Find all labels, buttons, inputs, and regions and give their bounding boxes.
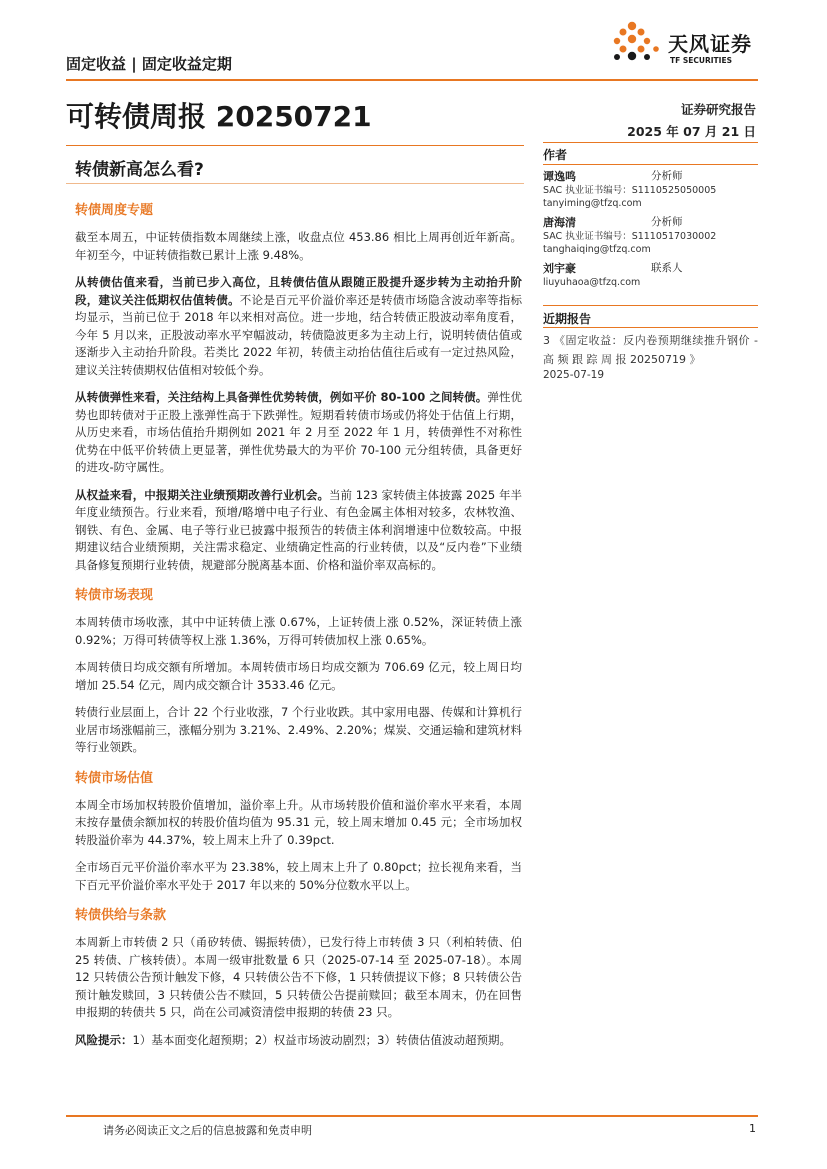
footer-divider xyxy=(66,1115,758,1117)
paragraph: 本周转债日均成交额有所增加。本周转债市场日均成交额为 706.69 亿元，较上周日均增加 25.54 亿元，周内成交额合计 3533.46 亿元。 xyxy=(75,660,522,692)
header-divider xyxy=(66,79,758,81)
paragraph: 本周转债市场收涨，其中中证转债上涨 0.67%，上证转债上涨 0.52%，深证转债上涨 0.92%；万得可转债等权上涨 1.36%，万得可转债加权上涨 0.65%。 xyxy=(75,615,522,647)
company-logo xyxy=(612,20,762,70)
author-card xyxy=(543,260,758,289)
section-market-valuation xyxy=(75,767,522,895)
recent-report-date: 2025-07-19 xyxy=(543,369,605,381)
report-date: 2025 年 07 月 21 日 xyxy=(627,124,756,139)
paragraph: 转债行业层面上，合计 22 个行业收涨，7 个行业收跌。其中家用电器、传媒和计算机行业居市场涨幅前三，涨幅分别为 3.21%、2.49%、2.20%；煤炭、交通运输和建筑材料等行业领跌。 xyxy=(75,705,522,754)
author-sac: SAC 执业证书编号：S1110517030002 xyxy=(543,231,717,242)
paragraph: 全市场百元平价溢价率水平为 23.38%，较上周末上升了 0.80pct；拉长视角来看，当下百元平价溢价率水平处于 2017 年以来的 50%分位数水平以上。 xyxy=(75,860,522,892)
recent-heading: 近期报告 xyxy=(543,312,592,326)
authors-heading: 作者 xyxy=(543,148,568,162)
author-role: 联系人 xyxy=(651,262,683,274)
report-title: 可转债周报 20250721 xyxy=(66,100,372,133)
paragraph: 本周新上市转债 2 只（甬矽转债、锡振转债），已发行待上市转债 3 只（利柏转债、伯 25 转债、广核转债）。本周一级审批数量 6 只（2025-07-14 至 2025-07-18）。本周 12 只转债公告预计触发下修，4 只转债公告不下修，1 只转债提议下修；8 只转债公告预计触发赎回，3 只转债公告不赎回，5 只转债公告提前赎回；截至本周末，仍在回售申报期的转债共 5 只，尚在公司减资清偿申报期的转债 23 只。 xyxy=(75,935,522,1019)
page-number: 1 xyxy=(749,1122,756,1135)
section-heading: 转债周度专题 xyxy=(75,203,154,218)
author-name: 刘宇豪 xyxy=(543,262,576,275)
author-name: 谭逸鸣 xyxy=(543,170,576,183)
recent-report-item[interactable] xyxy=(543,331,758,381)
section-heading: 转债供给与条款 xyxy=(75,908,167,923)
author-card xyxy=(543,168,758,210)
subtitle-divider xyxy=(66,183,524,184)
author-role: 分析师 xyxy=(651,170,683,182)
section-heading: 转债市场表现 xyxy=(75,588,154,603)
logo-text-cn: 天风证券 xyxy=(668,32,752,56)
recent-report-title[interactable]: 3 《固定收益：反内卷预期继续推升钢价 - 高 频 跟 踪 周 报 20250719 》 xyxy=(543,334,758,366)
recent-top-divider xyxy=(543,305,758,306)
paragraph: 截至本周五，中证转债指数本周継续上涨，收盘点位 453.86 相比上周再创近年新高。年初至今，中证转债指数已累计上涨 9.48%。 xyxy=(75,230,522,262)
author-sac: SAC 执业证书编号：S1110525050005 xyxy=(543,185,717,196)
author-name: 唐海清 xyxy=(543,216,576,229)
footer-disclaimer[interactable]: 请务必阅读正文之后的信息披露和免责申明 xyxy=(103,1124,312,1137)
main-content xyxy=(75,199,522,1059)
report-type: 证券研究报告 xyxy=(680,102,756,117)
paragraph: 从权益来看，中报期关注业绩预期改善行业机会。当前 123 家转债主体披露 2025 年半年度业绩预告。行业来看，预增/略增中电子行业、有色金属主体相对较多，农林牧渔、钢铁、有色、金属、电子等行业已披露中报预告的转债主体利润增速中位数较高。中报期建议结合业绩预期，关注需求稳定、业绩确定性高的行业转债，以及“反内卷”下业绩具备修复预期行业转债，规避部分脱离基本面、价格和溢价率双高标的。 xyxy=(75,487,522,572)
author-email[interactable]: liuyuhaoa@tfzq.com xyxy=(543,277,641,288)
section-market-performance xyxy=(75,584,522,757)
sidebar-top-divider xyxy=(543,142,758,143)
author-email[interactable]: tanyiming@tfzq.com xyxy=(543,198,642,209)
author-card xyxy=(543,214,758,256)
paragraph: 从转债估值来看，当前已步入高位，且转债估值从跟随正股提升逐步转为主动抬升阶段，建议关注低期权估值转债。不论是百元平价溢价率还是转债市场隐含波动率等指标均显示，当前已位于 2018 年以来相对高位。进一步地，结合转债正股波动率角度看，今年 5 月以来，正股波动率水平窄幅波动，转债隐波更多为主动上行，说明转债估值或逐渐步入主动抬升阶段。若类比 2022 年初，转债主动抬估值往后或有一定过热风险，建议关注转债期权估值相对较低个券。 xyxy=(75,275,523,377)
logo-text-en: TF SECURITIES xyxy=(670,56,732,65)
report-subtitle: 转债新高怎么看? xyxy=(75,160,204,180)
paragraph: 从转债弹性来看，关注结构上具备弹性优势转债，例如平价 80-100 之间转债。弹性优势也即转债对于正股上涨弹性高于下跌弹性。短期看转债市场或仍将处于估值上行期，从历史来看，市场估值抬升期例如 2021 年 2 月至 2022 年 1 月，转债弹性不对称性优势在中低平价转债上更显著，弹性优势最大的为平价 70-100 元分组转债，具备更好的进攻-防守属性。 xyxy=(75,390,522,474)
section-supply-terms xyxy=(75,904,522,1049)
authors-divider xyxy=(543,164,758,165)
section-weekly-topic xyxy=(75,199,522,574)
section-heading: 转债市场估值 xyxy=(75,770,154,786)
author-email[interactable]: tanghaiqing@tfzq.com xyxy=(543,244,651,255)
author-role: 分析师 xyxy=(651,216,683,228)
logo-mark-icon xyxy=(612,20,664,68)
title-divider xyxy=(66,145,524,146)
authors-block xyxy=(543,146,758,163)
report-category: 固定收益 | 固定收益定期 xyxy=(66,55,232,73)
recent-reports-block xyxy=(543,310,758,327)
recent-divider xyxy=(543,327,758,328)
paragraph: 本周全市场加权转股价值增加，溢价率上升。从市场转股价值和溢价率水平来看，本周末按存量债余额加权的转股价值均值为 95.31 元，较上周末增加 0.45 元；全市场加权转股溢价率为 44.37%，较上周末上升了 0.39pct. xyxy=(75,797,522,847)
risk-warning: 风险提示：1）基本面变化超预期；2）权益市场波动剧烈；3）转债估值波动超预期。 xyxy=(75,1032,511,1047)
